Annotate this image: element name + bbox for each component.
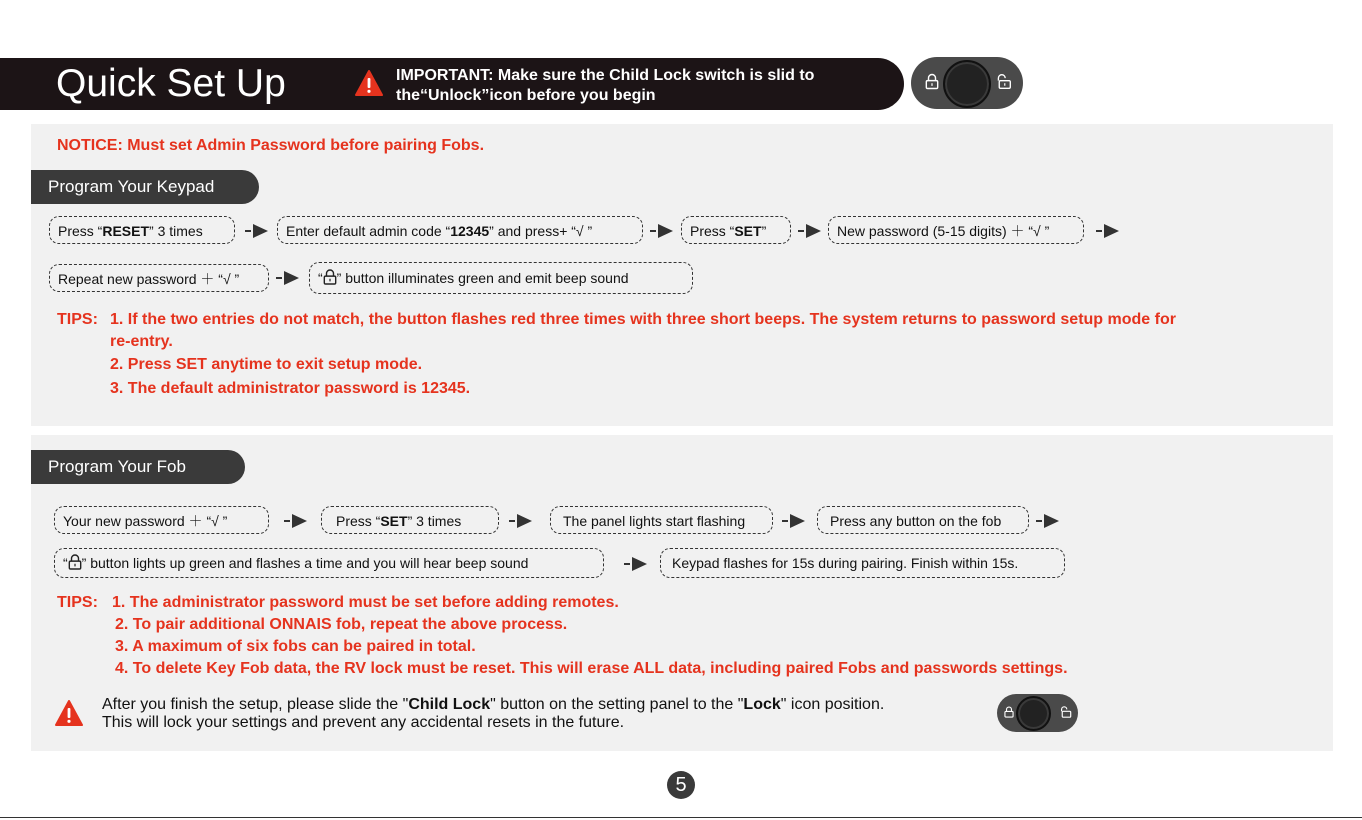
switch-knob	[1016, 696, 1051, 731]
keypad-tips-label: TIPS:	[57, 311, 98, 328]
important-notice	[396, 66, 814, 106]
final-note-line-2: This will lock your settings and prevent any accidental resets in the future.	[102, 714, 625, 731]
fob-tip-4: 4. To delete Key Fob data, the RV lock must be reset. This will erase ALL data, including paired Fobs and passwords settings.	[115, 660, 1068, 677]
unlock-icon	[1059, 706, 1072, 718]
keypad-tip-3: 3. The default administrator password is 12345.	[110, 380, 471, 397]
fob-step-2: Press “SET” 3 times	[321, 506, 499, 534]
warning-icon	[55, 700, 83, 726]
arrow-right-icon	[1096, 223, 1120, 239]
lock-icon	[1004, 706, 1014, 718]
arrow-right-icon	[276, 270, 300, 286]
keypad-step-6: “ ” button illuminates green and emit beep sound	[309, 262, 693, 294]
unlock-icon	[995, 73, 1012, 90]
keypad-tip-1-cont: re-entry.	[110, 333, 173, 350]
arrow-right-icon	[245, 223, 269, 239]
final-note-line-1: After you finish the setup, please slide the "Child Lock" button on the setting panel to the "Lock" icon position.	[102, 696, 885, 713]
keypad-step-5: Repeat new password ＋ “√ ”	[49, 264, 269, 292]
child-lock-switch	[911, 57, 1023, 109]
fob-tip-1: 1. The administrator password must be set before adding remotes.	[112, 594, 619, 611]
keypad-step-2: Enter default admin code “12345” and press+ “√ ”	[277, 216, 643, 244]
arrow-right-icon	[782, 513, 806, 529]
fob-tip-2: 2. To pair additional ONNAIS fob, repeat the above process.	[115, 616, 568, 633]
fob-section-title: Program Your Fob	[31, 450, 245, 484]
lock-icon	[323, 269, 337, 285]
fob-tips-label: TIPS:	[57, 594, 98, 611]
arrow-right-icon	[624, 556, 648, 572]
warning-icon	[355, 70, 383, 96]
page-number: 5	[667, 771, 695, 799]
keypad-step-4: New password (5-15 digits) ＋ “√ ”	[828, 216, 1084, 244]
switch-knob	[943, 60, 991, 108]
fob-step-3: The panel lights start flashing	[550, 506, 773, 534]
fob-step-5: “ ” button lights up green and flashes a time and you will hear beep sound	[54, 548, 604, 578]
keypad-step-3: Press “SET”	[681, 216, 791, 244]
important-line-1: IMPORTANT: Make sure the Child Lock switch is slid to	[396, 67, 815, 84]
fob-step-1: Your new password ＋ “√ ”	[54, 506, 269, 534]
arrow-right-icon	[284, 513, 308, 529]
fob-step-6: Keypad flashes for 15s during pairing. Finish within 15s.	[660, 548, 1065, 578]
arrow-right-icon	[650, 223, 674, 239]
fob-step-4: Press any button on the fob	[817, 506, 1029, 534]
keypad-tip-2: 2. Press SET anytime to exit setup mode.	[110, 356, 423, 373]
keypad-step-1: Press “RESET” 3 times	[49, 216, 235, 244]
notice-text: NOTICE: Must set Admin Password before pairing Fobs.	[57, 137, 485, 154]
lock-icon	[925, 73, 939, 90]
arrow-right-icon	[1036, 513, 1060, 529]
bottom-rule	[0, 817, 1362, 818]
arrow-right-icon	[509, 513, 533, 529]
arrow-right-icon	[798, 223, 822, 239]
fob-tip-3: 3. A maximum of six fobs can be paired in total.	[115, 638, 476, 655]
child-lock-switch-locked	[997, 694, 1078, 732]
important-line-2: the“Unlock”icon before you begin	[396, 87, 656, 104]
page-title: Quick Set Up	[56, 62, 286, 105]
keypad-tip-1: 1. If the two entries do not match, the button flashes red three times with three short beeps. The system returns to password setup mode for	[110, 311, 1176, 328]
lock-icon	[68, 554, 82, 570]
keypad-section-title: Program Your Keypad	[31, 170, 259, 204]
final-note	[102, 696, 884, 732]
